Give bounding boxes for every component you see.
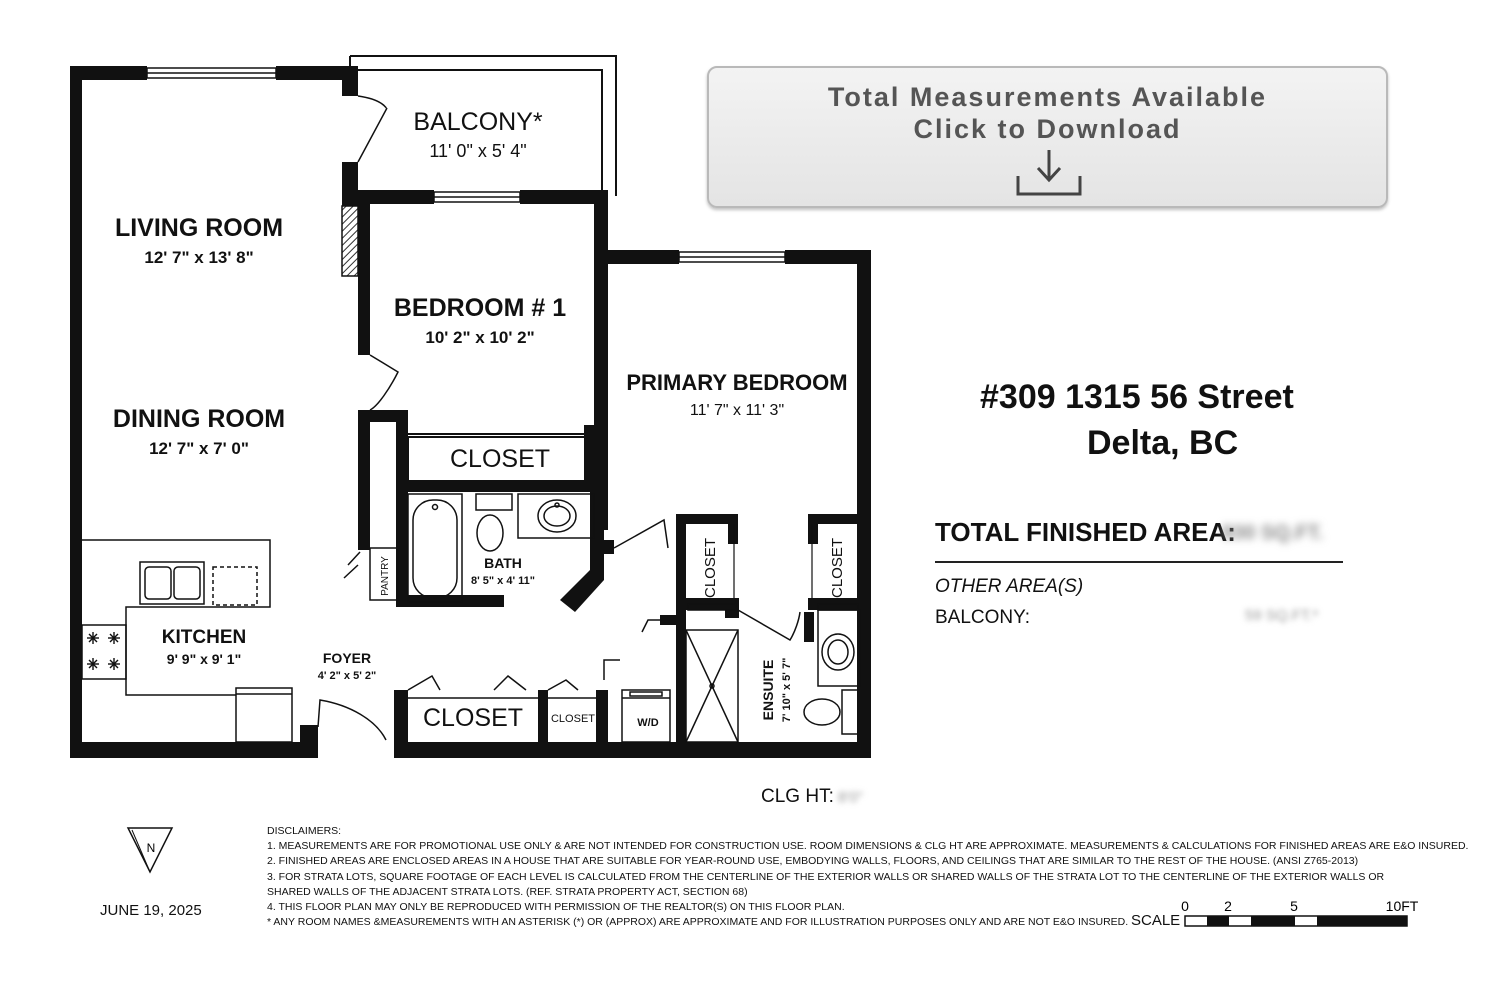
disclaimer-line: DISCLAIMERS: (267, 825, 342, 837)
ceiling-height-label: CLG HT: (761, 786, 834, 807)
download-line2: Click to Download (913, 114, 1182, 144)
north-arrow-icon (128, 828, 172, 872)
ceiling-height-value: 8'0" (838, 789, 863, 806)
living-room-name: LIVING ROOM (114, 214, 284, 242)
bath-size: 8' 5" x 4' 11" (471, 575, 535, 587)
stove-burners (87, 632, 120, 670)
scale-tick-5: 5 (1290, 898, 1298, 914)
living-room-size: 12' 7" x 13' 8" (144, 248, 254, 267)
other-areas-label: OTHER AREA(S) (935, 576, 1084, 597)
pantry-label: PANTRY (380, 556, 391, 596)
dining-room-name: DINING ROOM (112, 405, 286, 433)
scale-label: SCALE (1131, 912, 1181, 929)
closet-foyer-outline (408, 598, 736, 698)
plan-date: JUNE 19, 2025 (100, 902, 202, 919)
disclaimer-line: 1. MEASUREMENTS ARE FOR PROMOTIONAL USE ONLY & ARE NOT INTENDED FOR CONSTRUCTION USE. ROOM DIMENSIONS & CLG HT ARE APPROXIMATE. MEASUREMENTS & CALCULATIONS FOR FINISHED AREAS ARE E&O INSURED. (267, 840, 1469, 853)
total-area-value: 930 SQ.FT. (1222, 522, 1324, 544)
closet-foyer-label: CLOSET (422, 704, 524, 732)
foyer-name: FOYER (322, 650, 372, 666)
disclaimer-line: 4. THIS FLOOR PLAN MAY ONLY BE REPRODUCED WITH PERMISSION OF THE REALTOR(S) ON THIS FLOOR PLAN. (267, 901, 845, 914)
ensuite-name: ENSUITE (760, 659, 776, 721)
closet-bedroom1-label: CLOSET (449, 445, 551, 473)
balcony-area-value: 59 SQ.FT.* (1245, 607, 1319, 624)
wd-label: W/D (637, 717, 659, 729)
bedroom1-name: BEDROOM # 1 (393, 294, 567, 322)
north-label: N (146, 841, 156, 855)
kitchen-size: 9' 9" x 9' 1" (166, 651, 242, 667)
disclaimer-line: 3. FOR STRATA LOTS, SQUARE FOOTAGE OF EACH LEVEL IS CALCULATED FROM THE CENTERLINE OF THE EXTERIOR WALLS OR SHARED WALLS OF THE STRATA LOT TO THE CENTERLINE OF THE EXTERIOR WALLS OR (267, 870, 1385, 883)
bath-name: BATH (484, 555, 522, 571)
primary-closet-tracks (734, 524, 812, 598)
closet-primary-left-label: CLOSET (702, 537, 719, 599)
foyer-size: 4' 2" x 5' 2" (317, 670, 377, 682)
total-area-divider (935, 561, 1343, 563)
primary-bedroom-name: PRIMARY BEDROOM (626, 370, 848, 395)
scale-tick-10: 10FT (1385, 898, 1419, 914)
fireplace (342, 206, 358, 276)
address-line1: #309 1315 56 Street (980, 378, 1294, 416)
closet-small-label: CLOSET (550, 713, 596, 725)
washer-dryer (622, 690, 670, 742)
balcony-area-label: BALCONY: (935, 607, 1031, 628)
bedroom1-size: 10' 2" x 10' 2" (425, 328, 535, 347)
ensuite-size: 7' 10" x 5' 7" (781, 657, 793, 723)
scale-tick-0: 0 (1181, 898, 1189, 914)
balcony-size: 11' 0" x 5' 4" (429, 141, 527, 161)
scale-tick-2: 2 (1224, 898, 1232, 914)
disclaimer-line: SHARED WALLS OF THE ADJACENT STRATA LOTS. (REF. STRATA PROPERTY ACT, SECTION 68) (267, 885, 748, 898)
balcony-name: BALCONY* (413, 108, 543, 136)
kitchen-name: KITCHEN (161, 627, 247, 648)
download-measurements-button[interactable] (707, 66, 1388, 208)
total-area-label: TOTAL FINISHED AREA: (935, 517, 1236, 547)
address-line2: Delta, BC (1087, 424, 1239, 462)
disclaimer-line: 2. FINISHED AREAS ARE ENCLOSED AREAS IN A HOUSE THAT ARE SUITABLE FOR YEAR-ROUND USE, EMBODYING WALLS, FLOORS, AND CEILINGS THAT ARE SIMILAR TO THE REST OF THE HOUSE. (ANSI Z765-2013) (267, 855, 1359, 868)
download-icon (1014, 148, 1084, 198)
disclaimers (267, 824, 1468, 930)
primary-bedroom-size: 11' 7" x 11' 3" (689, 402, 785, 419)
closet-primary-right-label: CLOSET (829, 537, 846, 599)
disclaimer-line: * ANY ROOM NAMES &MEASUREMENTS WITH AN ASTERISK (*) OR (APPROX) ARE APPROXIMATE AND FOR ILLUSTRATION PURPOSES ONLY AND ARE NOT E&O INSURED. (267, 916, 1129, 929)
download-line1: Total Measurements Available (827, 82, 1268, 112)
dining-room-size: 12' 7" x 7' 0" (149, 439, 249, 458)
